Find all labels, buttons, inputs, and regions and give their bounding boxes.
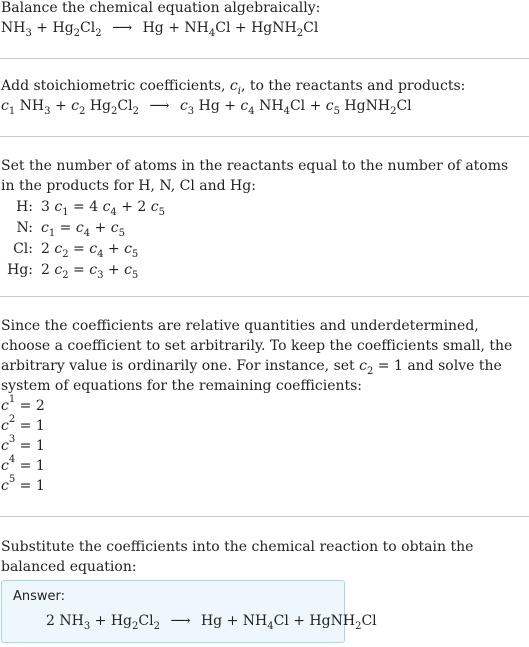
- value-row: c 2 = 1: [1, 414, 45, 434]
- equation-row-n: N: $c_1 = c_4 + c_5$: [16, 220, 125, 239]
- divider: [0, 516, 529, 517]
- divider: [0, 296, 529, 297]
- divider: [0, 58, 529, 59]
- section1-intro: Balance the chemical equation algebraically:: [1, 0, 321, 16]
- coefficient-values: [1, 396, 45, 496]
- equation-row-cl: Cl: 2 $c_2 = c_4 + c_5$: [13, 241, 139, 260]
- value-row: c 5 = 1: [1, 474, 45, 494]
- equation-row-hg: Hg: 2 $c_2 = c_3 + c_5$: [7, 262, 139, 281]
- atom-equations: [1, 197, 165, 281]
- value-row: c 4 = 1: [1, 454, 45, 474]
- value-row: c 1 = 2: [1, 394, 45, 414]
- section2-intro: Add stoichiometric coefficients, $c_i$, to the reactants and products:: [1, 78, 466, 97]
- unbalanced-reaction: $NH_3 + Hg_2Cl_2$ ⟶ $Hg + NH_4Cl$ + HgNH$_2$Cl: [1, 20, 319, 39]
- equation-row-h: H: 3 $c_1 = 4$ $c_4 + 2$ $c_5$: [16, 199, 166, 218]
- section4-intro: Since the coefficients are relative quantities and underdetermined, choose a coefficient to set arbitrarily. To keep the coefficients small, the arbitrary value is ordinarily one. For instance, set $c_2 = 1$ and solve the system of equations for the remaining coefficients:: [1, 318, 513, 394]
- balanced-reaction: 2 $NH_3 + Hg_2Cl_2$ ⟶ $Hg + NH_4Cl$ + HgNH$_2$Cl: [46, 613, 377, 632]
- section5-intro: Substitute the coefficients into the chemical reaction to obtain the balanced equation:: [1, 539, 474, 575]
- coefficient-reaction: $c_1$ $NH_3 + c_2$ $Hg_2Cl_2$ ⟶ $c_3$ $Hg + c_4$ $NH_4Cl + c_5$ HgNH$_2$Cl: [1, 98, 412, 117]
- section3-intro: Set the number of atoms in the reactants equal to the number of atoms in the products for H, N, Cl and Hg:: [1, 158, 509, 194]
- answer-box: [1, 580, 377, 643]
- divider: [0, 136, 529, 137]
- answer-label: Answer:: [13, 589, 66, 604]
- value-row: c 3 = 1: [1, 434, 45, 454]
